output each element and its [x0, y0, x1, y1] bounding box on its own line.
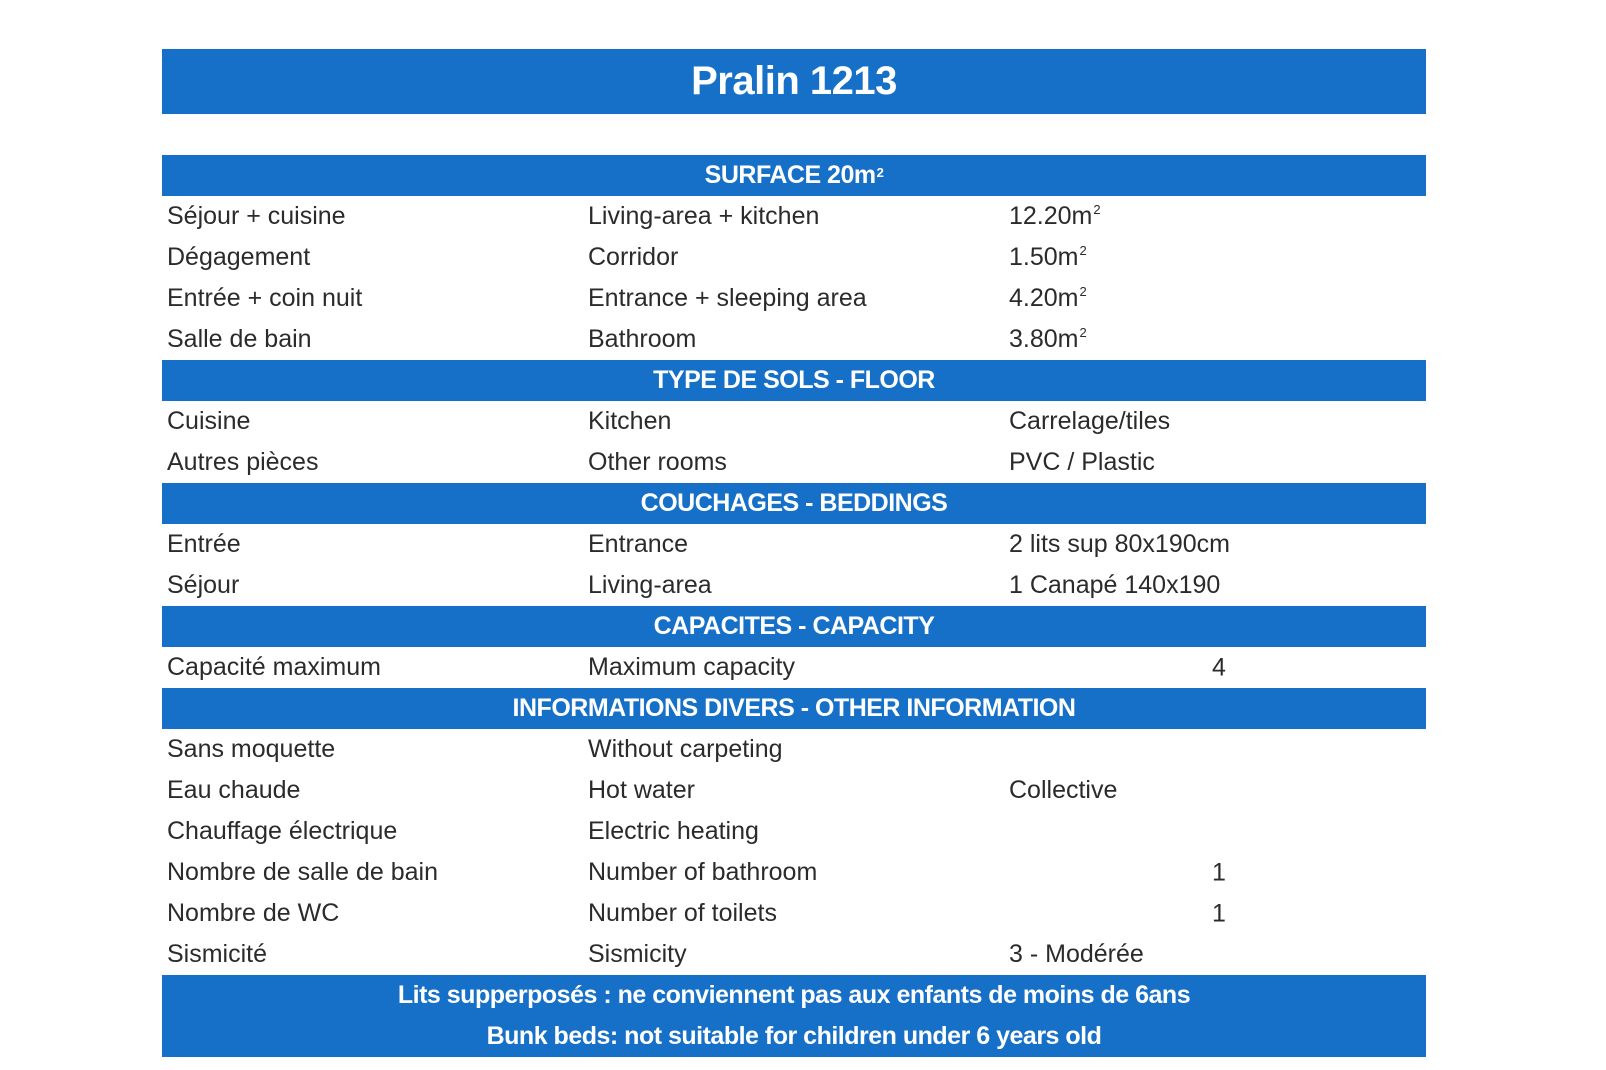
french-label: Entrée: [167, 530, 241, 558]
table-row: [162, 196, 1426, 237]
french-label: Nombre de salle de bain: [167, 858, 438, 886]
numeric-value: 1: [1212, 899, 1226, 927]
bunk-bed-warning: [162, 975, 1426, 1057]
value-cell: [1004, 284, 1426, 313]
table-row: [162, 401, 1426, 442]
english-label: Entrance + sleeping area: [588, 284, 867, 312]
superscript: 2: [876, 165, 884, 180]
table-row: [162, 442, 1426, 483]
french-label: Autres pièces: [167, 448, 319, 476]
superscript: 2: [1079, 243, 1087, 258]
french-label: Entrée + coin nuit: [167, 284, 363, 312]
table-row: [162, 729, 1426, 770]
value-text: 12.20m: [1009, 202, 1093, 230]
value-text: 3.80m: [1009, 325, 1079, 353]
english-label: Sismicity: [588, 940, 687, 968]
section-header-capacity: CAPACITES - CAPACITY: [162, 606, 1426, 647]
french-label: Sismicité: [167, 940, 268, 968]
value-cell: 3 - Modérée: [1009, 940, 1144, 968]
table-row: [162, 524, 1426, 565]
value-cell: Collective: [1009, 776, 1118, 804]
english-label: Corridor: [588, 243, 679, 271]
table-row: [162, 278, 1426, 319]
table-row: [162, 319, 1426, 360]
superscript: 2: [1093, 202, 1101, 217]
warning-english: Bunk beds: not suitable for children under 6 years old: [486, 1022, 1102, 1050]
table-row: [162, 934, 1426, 975]
spec-table: [162, 155, 1426, 1057]
section-header-beddings: COUCHAGES - BEDDINGS: [162, 483, 1426, 524]
value-cell: 1 Canapé 140x190: [1009, 571, 1221, 599]
french-label: Nombre de WC: [167, 899, 340, 927]
section-header-surface: [162, 155, 1426, 196]
value-text: 4.20m: [1009, 284, 1079, 312]
value-cell: [1004, 243, 1426, 272]
section-header-floor: TYPE DE SOLS - FLOOR: [162, 360, 1426, 401]
numeric-value: 1: [1212, 858, 1226, 886]
value-cell: PVC / Plastic: [1009, 448, 1155, 476]
french-label: Chauffage électrique: [167, 817, 398, 845]
french-label: Séjour: [167, 571, 240, 599]
english-label: Entrance: [588, 530, 689, 558]
property-sheet: [162, 49, 1426, 1057]
english-label: Number of bathroom: [588, 858, 818, 886]
english-label: Without carpeting: [588, 735, 783, 763]
table-row: [162, 565, 1426, 606]
numeric-value: 4: [1212, 653, 1226, 681]
english-label: Living-area: [588, 571, 712, 599]
section-header-other-information: INFORMATIONS DIVERS - OTHER INFORMATION: [162, 688, 1426, 729]
superscript: 2: [1079, 325, 1087, 340]
value-cell: [1004, 325, 1426, 354]
english-label: Electric heating: [588, 817, 759, 845]
english-label: Maximum capacity: [588, 653, 795, 681]
table-row: [162, 893, 1426, 934]
table-row: [162, 647, 1426, 688]
value-text: 1.50m: [1009, 243, 1079, 271]
warning-french: Lits supperposés : ne conviennent pas aux enfants de moins de 6ans: [397, 981, 1191, 1009]
english-label: Hot water: [588, 776, 695, 804]
section-header-label: SURFACE 20m: [704, 161, 876, 189]
french-label: Sans moquette: [167, 735, 336, 763]
english-label: Number of toilets: [588, 899, 777, 927]
table-row: [162, 770, 1426, 811]
value-cell: 2 lits sup 80x190cm: [1009, 530, 1230, 558]
table-row: [162, 237, 1426, 278]
french-label: Salle de bain: [167, 325, 312, 353]
french-label: Dégagement: [167, 243, 311, 271]
french-label: Capacité maximum: [167, 653, 381, 681]
english-label: Living-area + kitchen: [588, 202, 820, 230]
table-row: [162, 852, 1426, 893]
english-label: Kitchen: [588, 407, 672, 435]
french-label: Cuisine: [167, 407, 251, 435]
value-cell: [1004, 202, 1426, 231]
superscript: 2: [1079, 284, 1087, 299]
value-cell: Carrelage/tiles: [1009, 407, 1171, 435]
english-label: Other rooms: [588, 448, 727, 476]
french-label: Eau chaude: [167, 776, 301, 804]
table-row: [162, 811, 1426, 852]
french-label: Séjour + cuisine: [167, 202, 346, 230]
english-label: Bathroom: [588, 325, 697, 353]
page-title: Pralin 1213: [162, 49, 1426, 114]
